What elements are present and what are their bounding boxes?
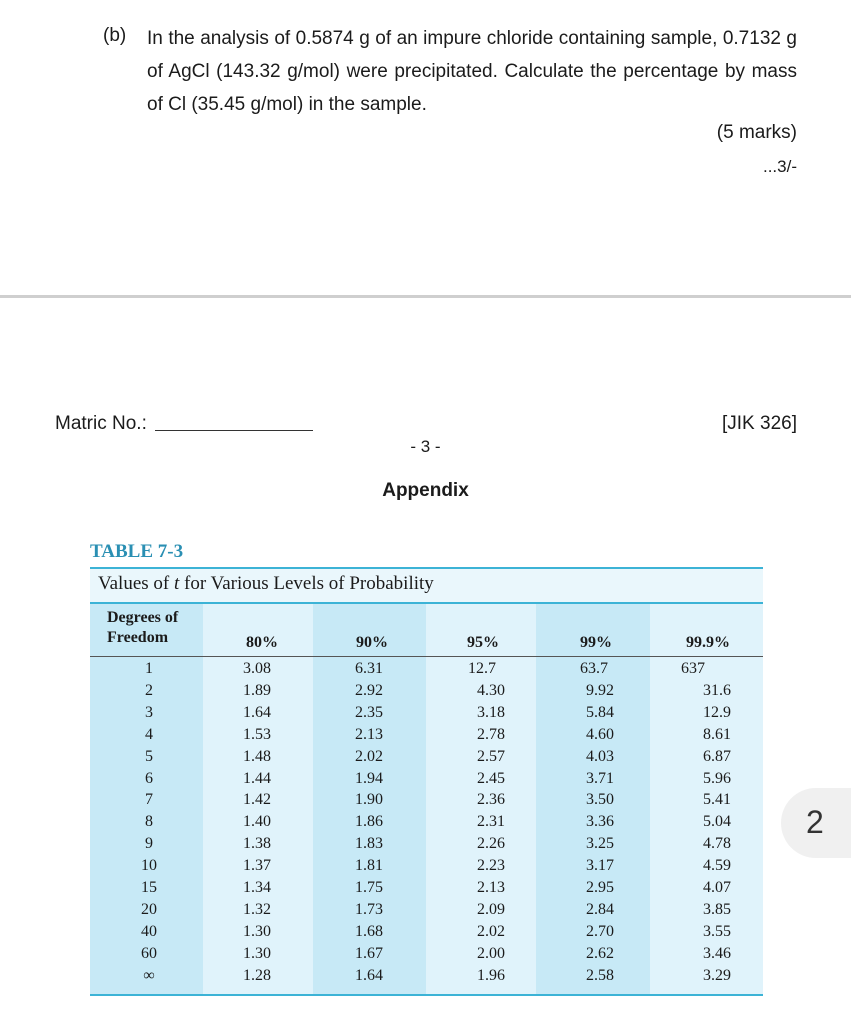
table-title-suffix: for Various Levels of Probability <box>179 573 434 594</box>
table-cell: 5.41 <box>703 791 731 809</box>
table-cell: 2.57 <box>477 747 505 765</box>
table-cell: 2.31 <box>477 813 505 831</box>
table-cell: 3.08 <box>243 660 271 677</box>
table-cell: 5.84 <box>586 703 614 721</box>
column-header: 99.9% <box>686 634 730 651</box>
table-cell: 2.00 <box>477 944 505 962</box>
table-cell: 1.37 <box>243 857 271 875</box>
table-label: TABLE 7-3 <box>90 541 184 562</box>
table-cell: 3.50 <box>586 791 614 809</box>
table-cell: 3.46 <box>703 944 731 962</box>
table-cell: 2.02 <box>477 922 505 940</box>
table-row-dof: 10 <box>141 857 157 875</box>
table-title <box>98 573 434 595</box>
table-row-dof: 5 <box>145 747 153 765</box>
table-cell: 3.18 <box>477 703 505 721</box>
table-title-variable: t <box>173 573 180 594</box>
table-cell: 4.30 <box>477 681 505 699</box>
table-cell: 1.30 <box>243 944 271 962</box>
table-cell: 2.78 <box>477 725 505 743</box>
table-cell: 1.75 <box>355 879 383 896</box>
table-row-dof: 1 <box>145 660 153 677</box>
table-cell: 2.62 <box>586 944 614 962</box>
table-cell: 3.17 <box>586 857 614 875</box>
t-values-table <box>90 604 763 996</box>
table-cell: 1.67 <box>355 944 383 962</box>
matric-label: Matric No.: <box>55 413 147 434</box>
matric-blank-line <box>155 430 313 431</box>
column-header: 99% <box>580 634 612 651</box>
table-cell: 2.26 <box>477 835 505 853</box>
table-cell: 1.38 <box>243 835 271 853</box>
table-cell: 1.96 <box>477 966 505 984</box>
table-cell: 4.07 <box>703 879 731 896</box>
table-cell: 3.25 <box>586 835 614 853</box>
table-cell: 3.55 <box>703 922 731 940</box>
table-cell: 5.96 <box>703 769 731 787</box>
table-cell: 3.36 <box>586 813 614 831</box>
table-cell: 1.32 <box>243 900 271 918</box>
dof-header <box>107 608 178 648</box>
table-cell: 2.92 <box>355 681 383 699</box>
table-cell: 5.04 <box>703 813 731 831</box>
table-row-dof: 8 <box>145 813 153 831</box>
question-text: In the analysis of 0.5874 g of an impure chloride containing sample, 0.7132 g of AgCl (143.32 g/mol) were precipitated. Calculate the percentage by mass of Cl (35.45 g/mol) in the sample. <box>147 28 797 115</box>
table-cell: 2.13 <box>477 879 505 896</box>
table-cell: 63.7 <box>580 660 608 677</box>
table-cell: 1.64 <box>243 703 271 721</box>
matric-number-field <box>55 413 313 435</box>
table-cell: 4.03 <box>586 747 614 765</box>
table-cell: 2.58 <box>586 966 614 984</box>
table-cell: 1.34 <box>243 879 271 896</box>
header-rule <box>90 656 763 657</box>
table-cell: 2.36 <box>477 791 505 809</box>
table-cell: 1.81 <box>355 857 383 875</box>
table-cell: 1.30 <box>243 922 271 940</box>
table-cell: 1.68 <box>355 922 383 940</box>
table-cell: 12.7 <box>468 660 496 677</box>
table-row-dof: 6 <box>145 769 153 787</box>
table-row-dof: 7 <box>145 791 153 809</box>
table-cell: 3.85 <box>703 900 731 918</box>
table-cell: 1.28 <box>243 966 271 984</box>
continuation-marker: ...3/- <box>762 157 797 176</box>
table-title-bar <box>90 567 763 604</box>
table-row-dof: 40 <box>141 922 157 940</box>
table-cell: 4.59 <box>703 857 731 875</box>
dof-header-line2: Freedom <box>107 629 169 646</box>
page-number: - 3 - <box>410 437 441 456</box>
table-cell: 1.90 <box>355 791 383 809</box>
table-cell: 1.44 <box>243 769 271 787</box>
table-cell: 31.6 <box>703 681 731 699</box>
table-cell: 1.40 <box>243 813 271 831</box>
table-cell: 9.92 <box>586 681 614 699</box>
table-cell: 2.23 <box>477 857 505 875</box>
table-cell: 2.13 <box>355 725 383 743</box>
table-cell: 1.53 <box>243 725 271 743</box>
table-cell: 1.42 <box>243 791 271 809</box>
table-cell: 1.89 <box>243 681 271 699</box>
column-header: 90% <box>356 634 388 651</box>
table-row-dof: 15 <box>141 879 157 896</box>
table-cell: 4.60 <box>586 725 614 743</box>
table-row-dof: 4 <box>145 725 153 743</box>
table-cell: 3.71 <box>586 769 614 787</box>
table-cell: 1.94 <box>355 769 383 787</box>
table-cell: 6.31 <box>355 660 383 677</box>
column-header: 80% <box>246 634 278 651</box>
table-cell: 1.73 <box>355 900 383 918</box>
table-cell: 2.95 <box>586 879 614 896</box>
marks-label: (5 marks) <box>716 122 797 143</box>
table-cell: 2.09 <box>477 900 505 918</box>
dof-header-line1: Degrees of <box>107 609 179 626</box>
table-cell: 2.70 <box>586 922 614 940</box>
table-row-dof: 60 <box>141 944 157 962</box>
table-cell: 1.86 <box>355 813 383 831</box>
table-cell: 2.45 <box>477 769 505 787</box>
question-label: (b) <box>103 25 127 46</box>
table-cell: 8.61 <box>703 725 731 743</box>
page-indicator-badge[interactable] <box>781 788 851 858</box>
column-header: 95% <box>467 634 499 651</box>
table-cell: 2.84 <box>586 900 614 918</box>
table-row-dof: 2 <box>145 681 153 699</box>
table-row-dof: 9 <box>145 835 153 853</box>
table-cell: 637 <box>681 660 705 677</box>
table-cell: 3.29 <box>703 966 731 984</box>
appendix-title: Appendix <box>382 480 469 501</box>
table-cell: 2.35 <box>355 703 383 721</box>
page-indicator-number: 2 <box>806 804 824 840</box>
table-row-dof: 3 <box>145 703 153 721</box>
table-cell: 1.48 <box>243 747 271 765</box>
course-code: [JIK 326] <box>722 413 797 434</box>
table-cell: 2.02 <box>355 747 383 765</box>
table-cell: 1.83 <box>355 835 383 853</box>
table-title-prefix: Values of <box>98 573 174 594</box>
table-cell: 12.9 <box>703 703 731 721</box>
table-cell: 6.87 <box>703 747 731 765</box>
table-row-dof: 20 <box>141 900 157 918</box>
page-divider <box>0 295 851 298</box>
table-cell: 1.64 <box>355 966 383 984</box>
table-row-dof: ∞ <box>143 966 155 984</box>
table-cell: 4.78 <box>703 835 731 853</box>
